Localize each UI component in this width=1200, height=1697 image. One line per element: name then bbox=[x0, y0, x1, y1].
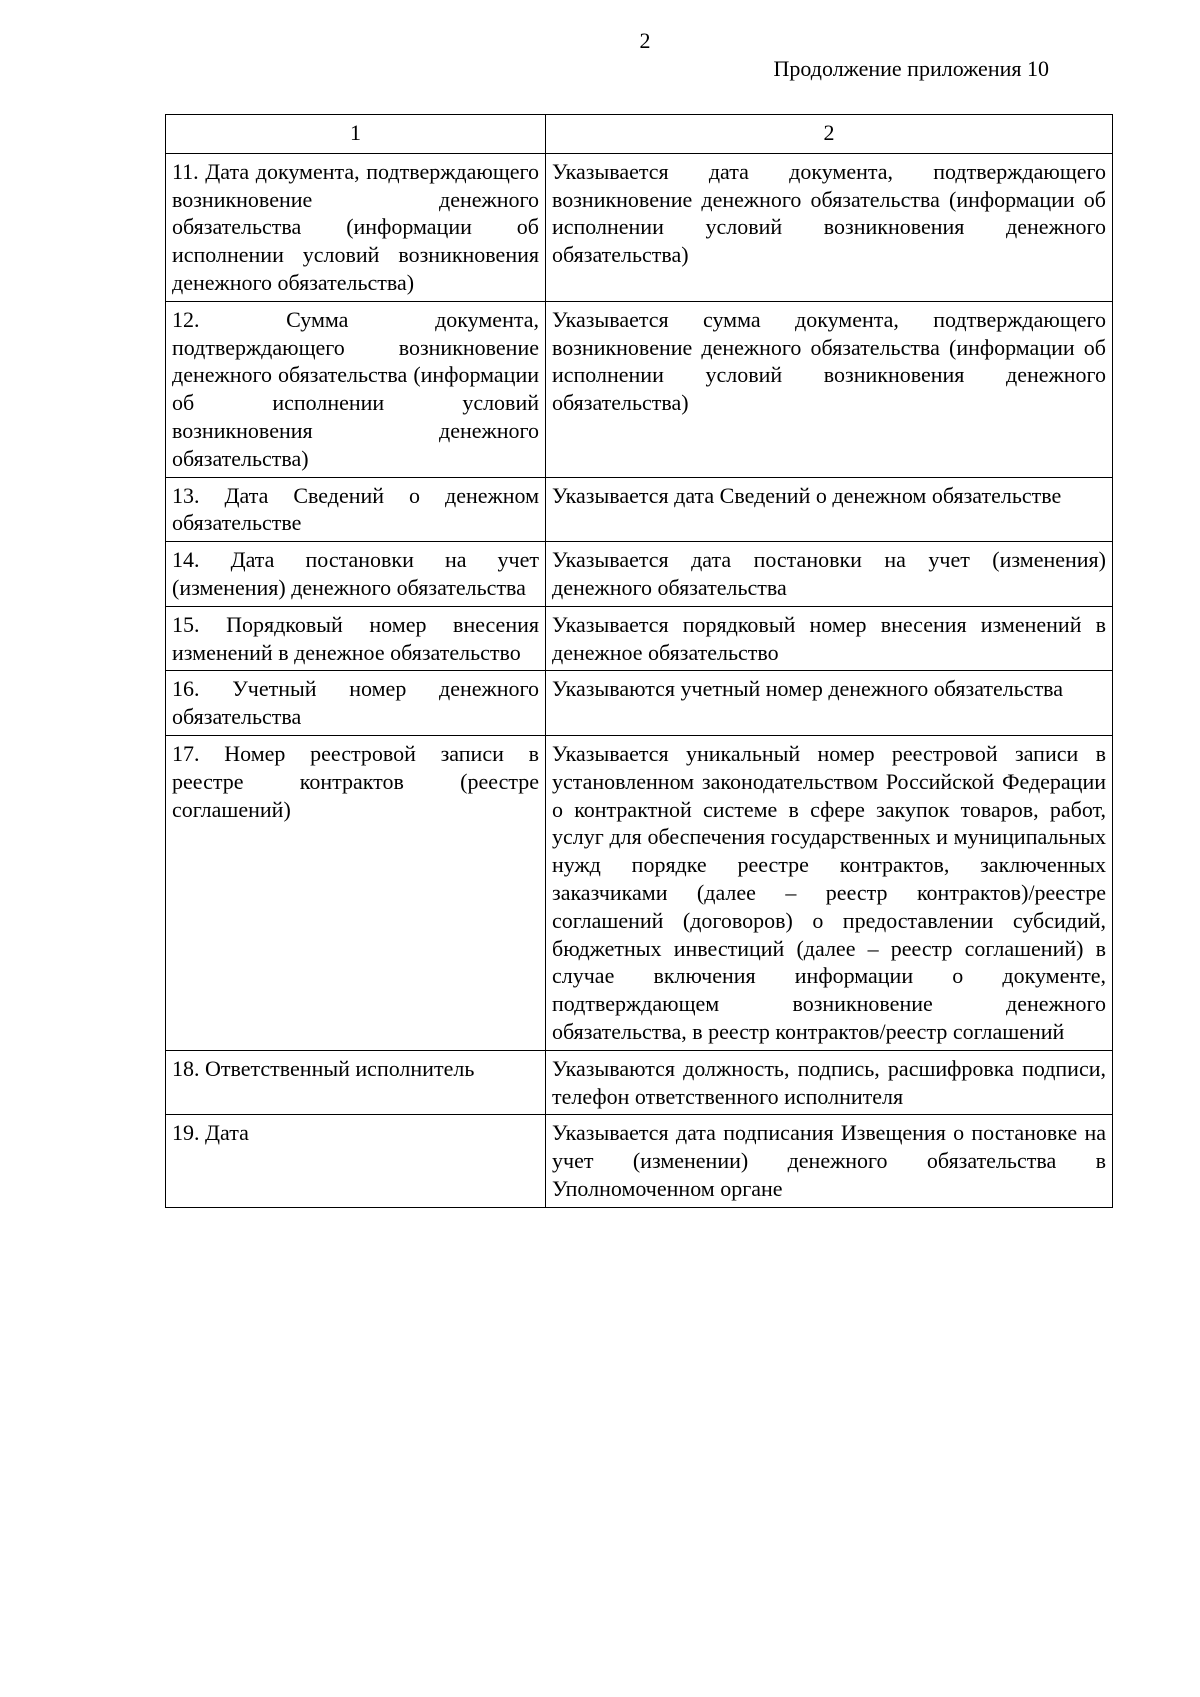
field-description: Указывается сумма документа, подтверждающего возникновение денежного обязательства (информации об исполнении условий возникновения денежного обязательства) bbox=[546, 301, 1113, 477]
table-row bbox=[166, 735, 1113, 1050]
field-description: Указывается дата Сведений о денежном обязательстве bbox=[546, 477, 1113, 542]
field-name: 12. Сумма документа, подтверждающего возникновение денежного обязательства (информации об исполнении условий возникновения денежного обязательства) bbox=[166, 301, 546, 477]
field-description: Указывается дата постановки на учет (изменения) денежного обязательства bbox=[546, 542, 1113, 607]
field-name: 13. Дата Сведений о денежном обязательстве bbox=[166, 477, 546, 542]
field-name: 18. Ответственный исполнитель bbox=[166, 1050, 546, 1115]
field-name: 17. Номер реестровой записи в реестре контрактов (реестре соглашений) bbox=[166, 735, 546, 1050]
table-row bbox=[166, 477, 1113, 542]
field-description: Указывается уникальный номер реестровой записи в установленном законодательством Российской Федерации о контрактной системе в сфере закупок товаров, работ, услуг для обеспечения государственных и муниципальных нужд порядке реестре контрактов, заключенных заказчиками (далее – реестр контрактов)/реестре соглашений (договоров) о предоставлении субсидий, бюджетных инвестиций (далее – реестр соглашений) в случае включения информации о документе, подтверждающем возникновение денежного обязательства, в реестр контрактов/реестр соглашений bbox=[546, 735, 1113, 1050]
field-description: Указываются учетный номер денежного обязательства bbox=[546, 671, 1113, 736]
field-description: Указывается порядковый номер внесения изменений в денежное обязательство bbox=[546, 606, 1113, 671]
field-description: Указывается дата документа, подтверждающего возникновение денежного обязательства (информации об исполнении условий возникновения денежного обязательства) bbox=[546, 153, 1113, 301]
field-description: Указываются должность, подпись, расшифровка подписи, телефон ответственного исполнителя bbox=[546, 1050, 1113, 1115]
table-row bbox=[166, 153, 1113, 301]
table-row bbox=[166, 606, 1113, 671]
column-header-1: 1 bbox=[166, 115, 546, 154]
field-name: 14. Дата постановки на учет (изменения) денежного обязательства bbox=[166, 542, 546, 607]
field-description: Указывается дата подписания Извещения о постановке на учет (изменении) денежного обязательства в Уполномоченном органе bbox=[546, 1115, 1113, 1207]
page-number: 2 bbox=[639, 28, 651, 53]
table-row bbox=[166, 1115, 1113, 1207]
table-header-row bbox=[166, 115, 1113, 154]
table-row bbox=[166, 542, 1113, 607]
appendix-continuation-label: Продолжение приложения 10 bbox=[773, 56, 1049, 81]
column-header-2: 2 bbox=[546, 115, 1113, 154]
field-name: 16. Учетный номер денежного обязательства bbox=[166, 671, 546, 736]
table-row bbox=[166, 671, 1113, 736]
table-row bbox=[166, 1050, 1113, 1115]
field-name: 15. Порядковый номер внесения изменений в денежное обязательство bbox=[166, 606, 546, 671]
table-row bbox=[166, 301, 1113, 477]
fields-table bbox=[165, 114, 1113, 1208]
field-name: 11. Дата документа, подтверждающего возникновение денежного обязательства (информации об исполнении условий возникновения денежного обязательства) bbox=[166, 153, 546, 301]
field-name: 19. Дата bbox=[166, 1115, 546, 1207]
